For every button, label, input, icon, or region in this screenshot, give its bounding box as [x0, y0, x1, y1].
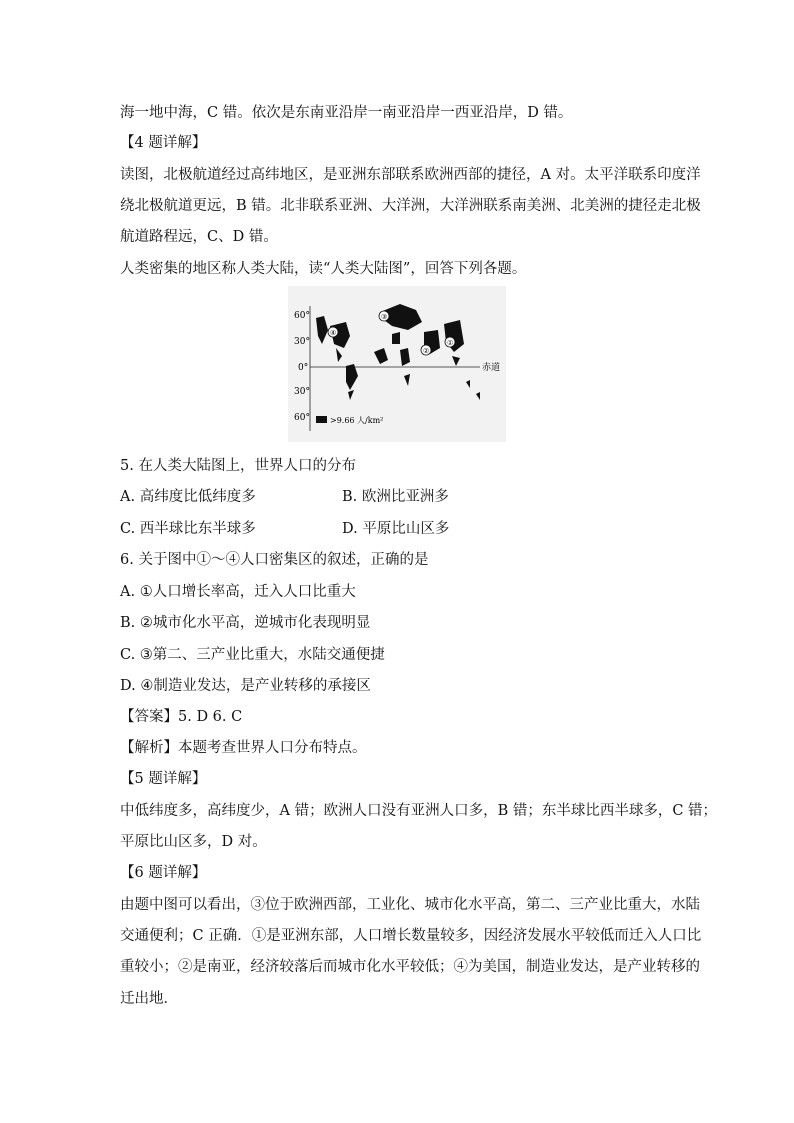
paragraph-line: 重较小；②是南亚，经济较落后而城市化水平较低；④为美国，制造业发达，是产业转移的: [120, 959, 700, 975]
question-5-option-b: B. 欧洲比亚洲多: [342, 489, 449, 505]
question-5-stem: 5. 在人类大陆图上，世界人口的分布: [120, 458, 356, 474]
paragraph-line: 海一地中海，C 错。依次是东南亚沿岸一南亚沿岸一西亚沿岸，D 错。: [120, 105, 573, 121]
question-5-option-a: A. 高纬度比低纬度多: [120, 489, 256, 505]
legend-label: >9.66 人/km²: [330, 416, 384, 425]
lat-label: 30°: [294, 387, 310, 397]
question-6-option-b: B. ②城市化水平高，逆城市化表现明显: [120, 615, 371, 631]
question-5-option-c: C. 西半球比东半球多: [120, 521, 256, 537]
answer-line: 【答案】5. D 6. C: [120, 709, 243, 725]
question-6-option-d: D. ④制造业发达，是产业转移的承接区: [120, 678, 371, 694]
marker-3-label: ③: [381, 313, 388, 321]
paragraph-line: 由题中图可以看出，③位于欧洲西部，工业化、城市化水平高，第二、三产业比重大，水陆: [120, 897, 700, 913]
paragraph-line: 中低纬度多，高纬度少，A 错；欧洲人口没有亚洲人口多，B 错；东半球比西半球多，C 错；: [120, 803, 718, 819]
equator-label: 赤道: [482, 363, 501, 373]
paragraph-line: 绕北极航道更远，B 错。北非联系亚洲、大洋洲，大洋洲联系南美洲、北美洲的捷径走北极: [120, 198, 701, 214]
population-density-map: [288, 286, 506, 442]
legend-swatch: [316, 416, 327, 423]
paragraph-line: 航道路程远，C、D 错。: [120, 229, 278, 245]
region-north-africa: [392, 332, 400, 344]
section-heading-q4: 【4 题详解】: [120, 135, 207, 151]
lat-label: 0°: [298, 363, 309, 373]
question-intro: 人类密集的地区称人类大陆，读“人类大陆图”，回答下列各题。: [120, 261, 527, 277]
question-6-option-a: A. ①人口增长率高，迁入人口比重大: [120, 584, 356, 600]
marker-2-label: ②: [423, 347, 430, 355]
question-6-stem: 6. 关于图中①～④人口密集区的叙述，正确的是: [120, 552, 429, 568]
paragraph-line: 平原比山区多，D 对。: [120, 834, 267, 850]
lat-label: 60°: [294, 413, 310, 423]
paragraph-line: 迁出地．: [120, 991, 178, 1007]
lat-label: 60°: [294, 311, 310, 321]
marker-1-label: ①: [447, 339, 454, 347]
paragraph-line: 交通便利；C 正确．①是亚洲东部，人口增长数量较多，因经济发展水平较低而迁入人口比: [120, 928, 702, 944]
section-heading-q6: 【6 题详解】: [120, 865, 207, 881]
marker-4-label: ④: [330, 329, 337, 337]
lat-label: 30°: [294, 337, 310, 347]
question-5-option-d: D. 平原比山区多: [342, 521, 450, 537]
paragraph-line: 读图，北极航道经过高纬地区，是亚洲东部联系欧洲西部的捷径，A 对。太平洋联系印度洋: [120, 167, 701, 183]
question-6-option-c: C. ③第二、三产业比重大，水陆交通便捷: [120, 647, 385, 663]
world-map-figure: [288, 286, 506, 442]
section-heading-q5: 【5 题详解】: [120, 771, 207, 787]
analysis-line: 【解析】本题考查世界人口分布特点。: [120, 740, 367, 756]
